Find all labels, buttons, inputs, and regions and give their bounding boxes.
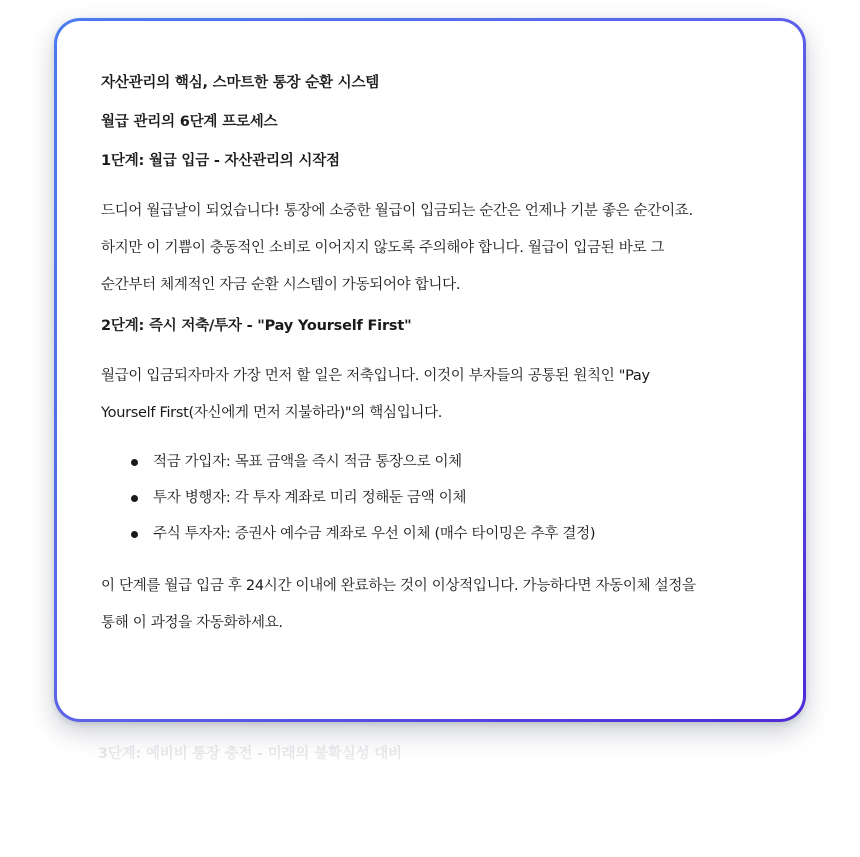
bullet-item xyxy=(131,480,769,516)
step2-bullet-list xyxy=(101,444,769,552)
step1-paragraph xyxy=(101,193,769,304)
bullet-item xyxy=(131,516,769,552)
step2-closing-paragraph xyxy=(101,568,769,642)
bullet-dot-icon xyxy=(131,531,138,538)
bullet-text: 적금 가입자: 목표 금액을 즉시 적금 통장으로 이체 xyxy=(153,454,462,470)
bullet-dot-icon xyxy=(131,459,138,466)
faded-next-heading: 3단계: 예비비 통장 충전 - 미래의 불확실성 대비 xyxy=(98,746,402,762)
closing-line: 통해 이 과정을 자동화하세요. xyxy=(101,615,283,631)
step1-heading: 1단계: 월급 입금 - 자산관리의 시작점 xyxy=(101,153,340,169)
closing-line: 이 단계를 월급 입금 후 24시간 이내에 완료하는 것이 이상적입니다. 가능하다면 자동이체 설정을 xyxy=(101,578,696,594)
step2-heading: 2단계: 즉시 저축/투자 - "Pay Yourself First" xyxy=(101,318,412,334)
bullet-text: 주식 투자자: 증권사 예수금 계좌로 우선 이체 (매수 타이밍은 추후 결정) xyxy=(153,526,596,542)
step2-paragraph-line: 월급이 입금되자마자 가장 먼저 할 일은 저축입니다. 이것이 부자들의 공통된 원칙인 "Pay xyxy=(101,368,650,384)
step1-paragraph-line: 하지만 이 기쁨이 충동적인 소비로 이어지지 않도록 주의해야 합니다. 월급이 입금된 바로 그 xyxy=(101,240,665,256)
document-subtitle: 월급 관리의 6단계 프로세스 xyxy=(101,114,278,130)
step2-paragraph-line: Yourself First(자신에게 먼저 지불하라)"의 핵심입니다. xyxy=(101,405,443,421)
document-title: 자산관리의 핵심, 스마트한 통장 순환 시스템 xyxy=(101,75,380,91)
content-card-border xyxy=(54,18,806,722)
step2-paragraph xyxy=(101,358,769,432)
bullet-dot-icon xyxy=(131,495,138,502)
content-card xyxy=(57,21,803,719)
bullet-item xyxy=(131,444,769,480)
step1-paragraph-line: 드디어 월급날이 되었습니다! 통장에 소중한 월급이 입금되는 순간은 언제나 기분 좋은 순간이죠. xyxy=(101,203,693,219)
bullet-text: 투자 병행자: 각 투자 계좌로 미리 정해둔 금액 이체 xyxy=(153,490,467,506)
step1-paragraph-line: 순간부터 체계적인 자금 순환 시스템이 가동되어야 합니다. xyxy=(101,277,461,293)
